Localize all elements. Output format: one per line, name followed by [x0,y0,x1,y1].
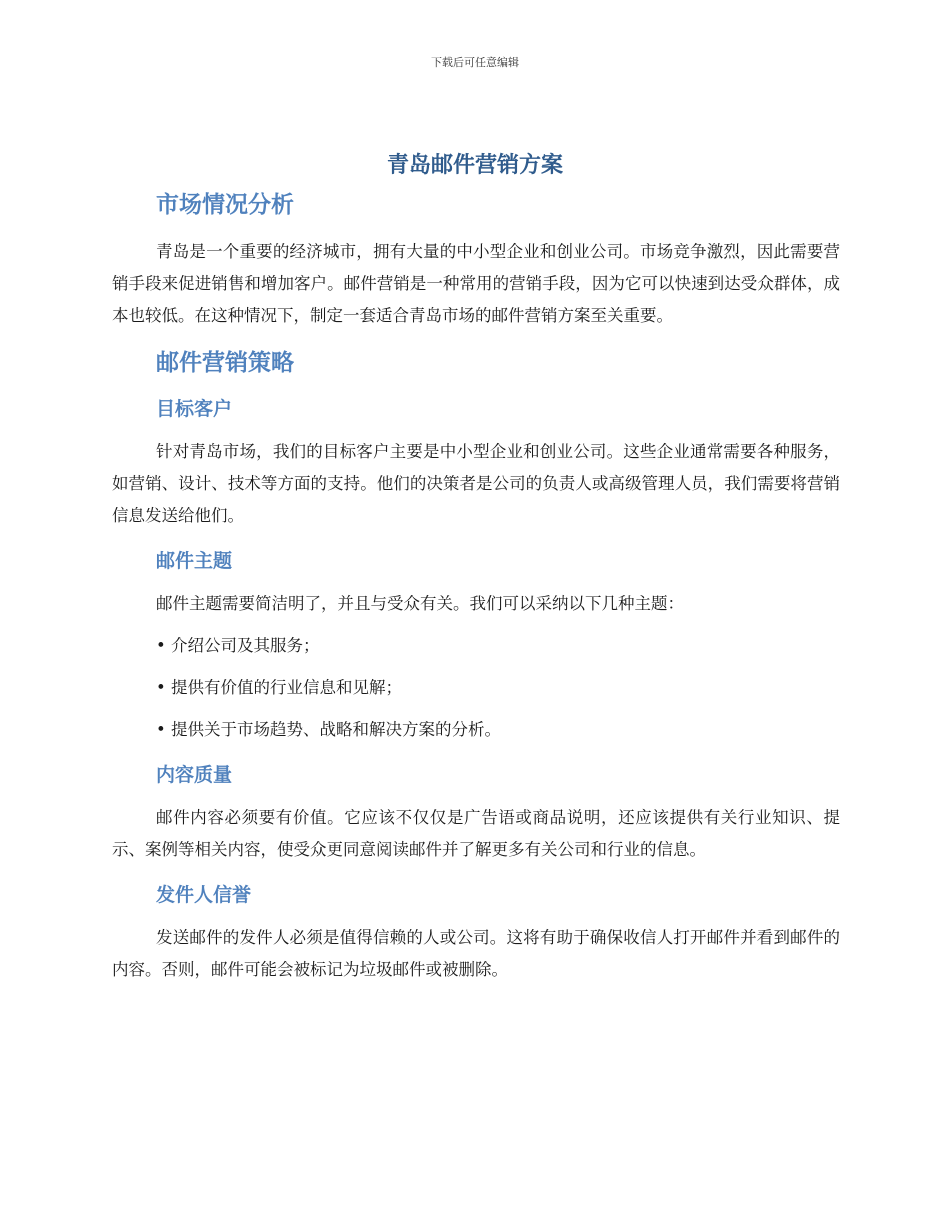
heading-target-customers: 目标客户 [156,398,233,420]
list-item: • 提供有价值的行业信息和见解； [156,678,402,697]
paragraph-sender-reputation: 发送邮件的发件人必须是值得信赖的人或公司。这将有助于确保收信人打开邮件并看到邮件的内容。否则，邮件可能会被标记为垃圾邮件或被删除。 [112,928,840,979]
header-note: 下载后可任意编辑 [431,56,519,69]
heading-content-quality: 内容质量 [156,764,233,786]
heading-sender-reputation: 发件人信誉 [156,884,252,906]
document-body [112,188,840,986]
list-item: • 介绍公司及其服务； [156,636,320,655]
paragraph-target-customers: 针对青岛市场，我们的目标客户主要是中小型企业和创业公司。这些企业通常需要各种服务，如营销、设计、技术等方面的支持。他们的决策者是公司的负责人或高级管理人员，我们需要将营销信息发送给他们。 [112,442,840,525]
heading-email-subject: 邮件主题 [156,550,233,572]
heading-market-analysis: 市场情况分析 [156,192,294,218]
heading-email-strategy: 邮件营销策略 [156,350,294,376]
paragraph-content-quality: 邮件内容必须要有价值。它应该不仅仅是广告语或商品说明，还应该提供有关行业知识、提示、案例等相关内容，使受众更同意阅读邮件并了解更多有关公司和行业的信息。 [112,808,840,859]
paragraph-email-subject: 邮件主题需要简洁明了，并且与受众有关。我们可以采纳以下几种主题： [156,594,684,613]
document-title: 青岛邮件营销方案 [386,153,563,178]
list-item: • 提供关于市场趋势、战略和解决方案的分析。 [156,720,501,739]
paragraph-market-analysis: 青岛是一个重要的经济城市，拥有大量的中小型企业和创业公司。市场竞争激烈，因此需要营销手段来促进销售和增加客户。邮件营销是一种常用的营销手段，因为它可以快速到达受众群体，成本也较低。在这种情况下，制定一套适合青岛市场的邮件营销方案至关重要。 [112,242,840,325]
